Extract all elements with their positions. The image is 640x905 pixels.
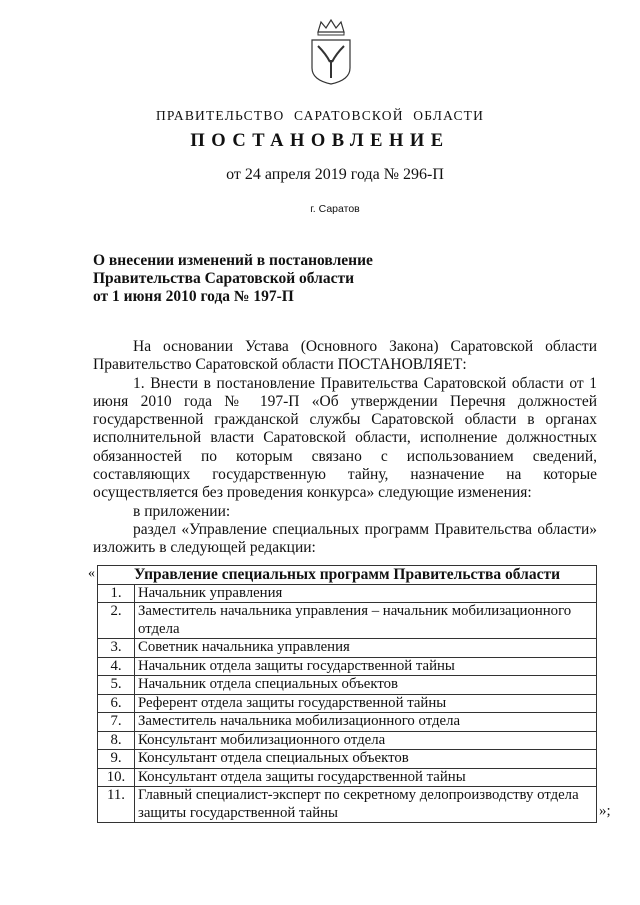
table-row: [98, 731, 597, 750]
body-paragraph: в приложении:: [133, 502, 231, 520]
row-text: Начальник управления: [135, 584, 597, 603]
table-row: [98, 713, 597, 732]
row-number: 3.: [98, 639, 135, 658]
table-row: [98, 639, 597, 658]
row-number: 4.: [98, 657, 135, 676]
table-header: Управление специальных программ Правительства области: [98, 566, 597, 585]
government-name: ПРАВИТЕЛЬСТВО САРАТОВСКОЙ ОБЛАСТИ: [155, 108, 485, 123]
row-number: 1.: [98, 584, 135, 603]
body-paragraph: раздел «Управление специальных программ Правительства области» изложить в следующей редакции:: [93, 520, 597, 557]
table-row: [98, 750, 597, 769]
row-number: 6.: [98, 694, 135, 713]
subject-line: О внесении изменений в постановление: [93, 252, 373, 269]
document-body: [93, 338, 597, 558]
row-text: Референт отдела защиты государственной тайны: [135, 694, 597, 713]
row-number: 8.: [98, 731, 135, 750]
row-number: 5.: [98, 676, 135, 695]
table-row: [98, 768, 597, 787]
document-type-title: ПОСТАНОВЛЕНИЕ: [190, 131, 450, 151]
table-row: [98, 694, 597, 713]
row-text: Заместитель начальника мобилизационного отдела: [135, 713, 597, 732]
coat-of-arms-icon: [306, 18, 356, 86]
row-text: Советник начальника управления: [135, 639, 597, 658]
row-number: 10.: [98, 768, 135, 787]
table-row: [98, 584, 597, 603]
row-text: Начальник отдела специальных объектов: [135, 676, 597, 695]
subject-line: от 1 июня 2010 года № 197-П: [93, 288, 294, 305]
row-text: Консультант отдела специальных объектов: [135, 750, 597, 769]
row-number: 7.: [98, 713, 135, 732]
body-paragraph: 1. Внести в постановление Правительства Саратовской области от 1 июня 2010 года № 197-П «Об утверждении Перечня должностей государственной гражданской службы Саратовской области в органах исполнительной власти Саратовской области, исполнение должностных обязанностей по которым связано с использованием сведений, составляющих государственную тайну, назначение на которые осуществляется без проведения конкурса» следующие изменения:: [93, 374, 597, 502]
subject-line: Правительства Саратовской области: [93, 270, 354, 287]
table-open-quote: «: [88, 566, 95, 581]
row-text: Начальник отдела защиты государственной тайны: [135, 657, 597, 676]
row-number: 9.: [98, 750, 135, 769]
row-number: 11.: [98, 787, 135, 823]
row-text: Заместитель начальника управления – начальник мобилизационного отдела: [135, 603, 597, 639]
row-number: 2.: [98, 603, 135, 639]
positions-table: [97, 565, 597, 823]
table-header-row: [98, 566, 597, 585]
table-close-quote: »;: [599, 803, 611, 819]
document-subject: [93, 252, 373, 306]
table-row: [98, 603, 597, 639]
body-paragraph: На основании Устава (Основного Закона) Саратовской области Правительство Саратовской области ПОСТАНОВЛЯЕТ:: [93, 338, 597, 374]
table-row: [98, 676, 597, 695]
table-row: [98, 657, 597, 676]
document-date-number: от 24 апреля 2019 года № 296-П: [226, 166, 444, 183]
row-text: Главный специалист-эксперт по секретному делопроизводству отдела защиты государственной тайны: [135, 787, 597, 823]
table-row: [98, 787, 597, 823]
document-city: г. Саратов: [310, 203, 360, 215]
row-text: Консультант отдела защиты государственной тайны: [135, 768, 597, 787]
row-text: Консультант мобилизационного отдела: [135, 731, 597, 750]
